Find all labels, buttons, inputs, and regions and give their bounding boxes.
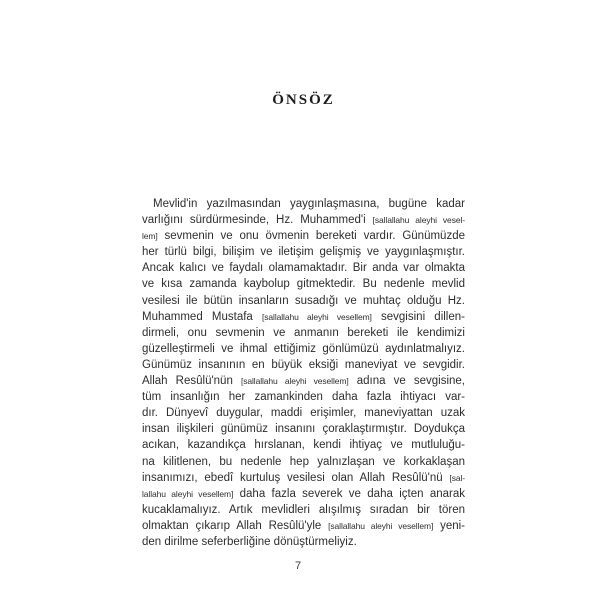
line-text: Günümüz insanının en büyük eksiği maneviyat ve sevgidir.: [142, 358, 465, 371]
honorific-small-text: [sallallahu aleyhi vesellem]: [240, 376, 349, 387]
paragraph-line: [142, 502, 465, 518]
paragraph-line: [142, 518, 465, 534]
line-text: den dirilme seferberliğine dönüştürmeliyiz.: [142, 535, 357, 548]
line-text: sevmenin ve onu övmenin bereketi vardır. Günümüzde: [157, 230, 465, 243]
paragraph-line: [142, 260, 465, 276]
honorific-small-text: lallahu aleyhi vesellem]: [142, 488, 234, 499]
line-text: adına ve sevgisine,: [348, 375, 465, 388]
paragraph-line: [142, 373, 465, 389]
paragraph-line: [142, 486, 465, 502]
line-text: ve kısa zamanda kaybolup gitmektedir. Bu nedenle mevlid: [142, 278, 465, 291]
line-text: yeni-: [433, 519, 465, 532]
line-text: kucaklamalıyız. Artık mevlidleri alışılmış sıradan bir tören: [142, 503, 465, 516]
page-number: 7: [294, 560, 302, 572]
paragraph-line: [142, 293, 465, 309]
line-text: Mevlid'in yazılmasından yaygınlaşmasına, bugüne kadar: [153, 198, 465, 210]
paragraph-line: [142, 196, 465, 212]
line-text: dır. Dünyevî duygular, maddi erişimler, maneviyattan uzak: [142, 407, 465, 420]
line-text: insan ilişkileri günümüz insanını çoraklaştırmıştır. Doydukça: [142, 423, 465, 436]
paragraph-line: [142, 228, 465, 244]
honorific-small-text: [sallallahu aleyhi vesel-: [372, 215, 465, 226]
line-text: sevgisini dillen-: [371, 310, 465, 323]
line-text: Allah Resûlü'nün: [142, 375, 241, 388]
paragraph-line: [142, 325, 465, 341]
line-text: varlığını sürdürmesinde, Hz. Muhammed'i: [142, 214, 373, 227]
line-text: na kilitlenen, bu nedenle hep yalnızlaşan ve korkaklaşan: [142, 455, 465, 468]
paragraph-line: [142, 341, 465, 357]
line-text: güzelleştirmeli ve ihmal ettiğimiz gönlümüzü aydınlatmalıyız.: [142, 342, 465, 355]
preface-paragraph: [142, 196, 465, 550]
paragraph-line: [142, 421, 465, 437]
line-text: daha fazla severek ve daha içten anarak: [233, 487, 465, 500]
paragraph-line: [142, 470, 465, 486]
paragraph-line: [142, 454, 465, 470]
line-text: her türlü bilgi, bilişim ve iletişim gelişmiş ve yaygınlaşmıştır.: [142, 246, 465, 259]
paragraph-line: [142, 405, 465, 421]
honorific-small-text: lem]: [142, 231, 158, 242]
line-text: Muhammed Mustafa: [142, 310, 262, 323]
line-text: Ancak kalıcı ve faydalı olamamaktadır. Bir anda var olmakta: [142, 262, 465, 275]
honorific-small-text: [sal-: [449, 472, 465, 483]
line-text: acıkan, kazandıkça hırslanan, kendi ihtiyaç ve mutluluğu-: [142, 439, 465, 452]
line-text: olmaktan çıkarıp Allah Resûlü'yle: [142, 519, 329, 532]
line-text: vesilesi ile bütün insanların susadığı ve muhtaç olduğu Hz.: [142, 294, 465, 307]
line-text: dirmeli, onu sevmenin ve anmanın bereketi ile kendimizi: [142, 326, 465, 339]
paragraph-line: [142, 309, 465, 325]
honorific-small-text: [sallallahu aleyhi vesellem]: [262, 311, 372, 322]
paragraph-line: [142, 534, 465, 550]
line-text: tüm insanlığın her zamankinden daha fazla ihtiyacı var-: [142, 391, 465, 404]
paragraph-line: [142, 276, 465, 292]
line-text: insanımızı, ebedî kurtuluş vesilesi olan Allah Resûlü'nü: [142, 471, 450, 484]
paragraph-line: [142, 437, 465, 453]
paragraph-line: [142, 389, 465, 405]
page-title: ÖNSÖZ: [272, 92, 335, 108]
paragraph-line: [142, 357, 465, 373]
paragraph-line: [142, 244, 465, 260]
paragraph-line: [142, 212, 465, 228]
honorific-small-text: [sallallahu aleyhi vesellem]: [328, 520, 434, 531]
